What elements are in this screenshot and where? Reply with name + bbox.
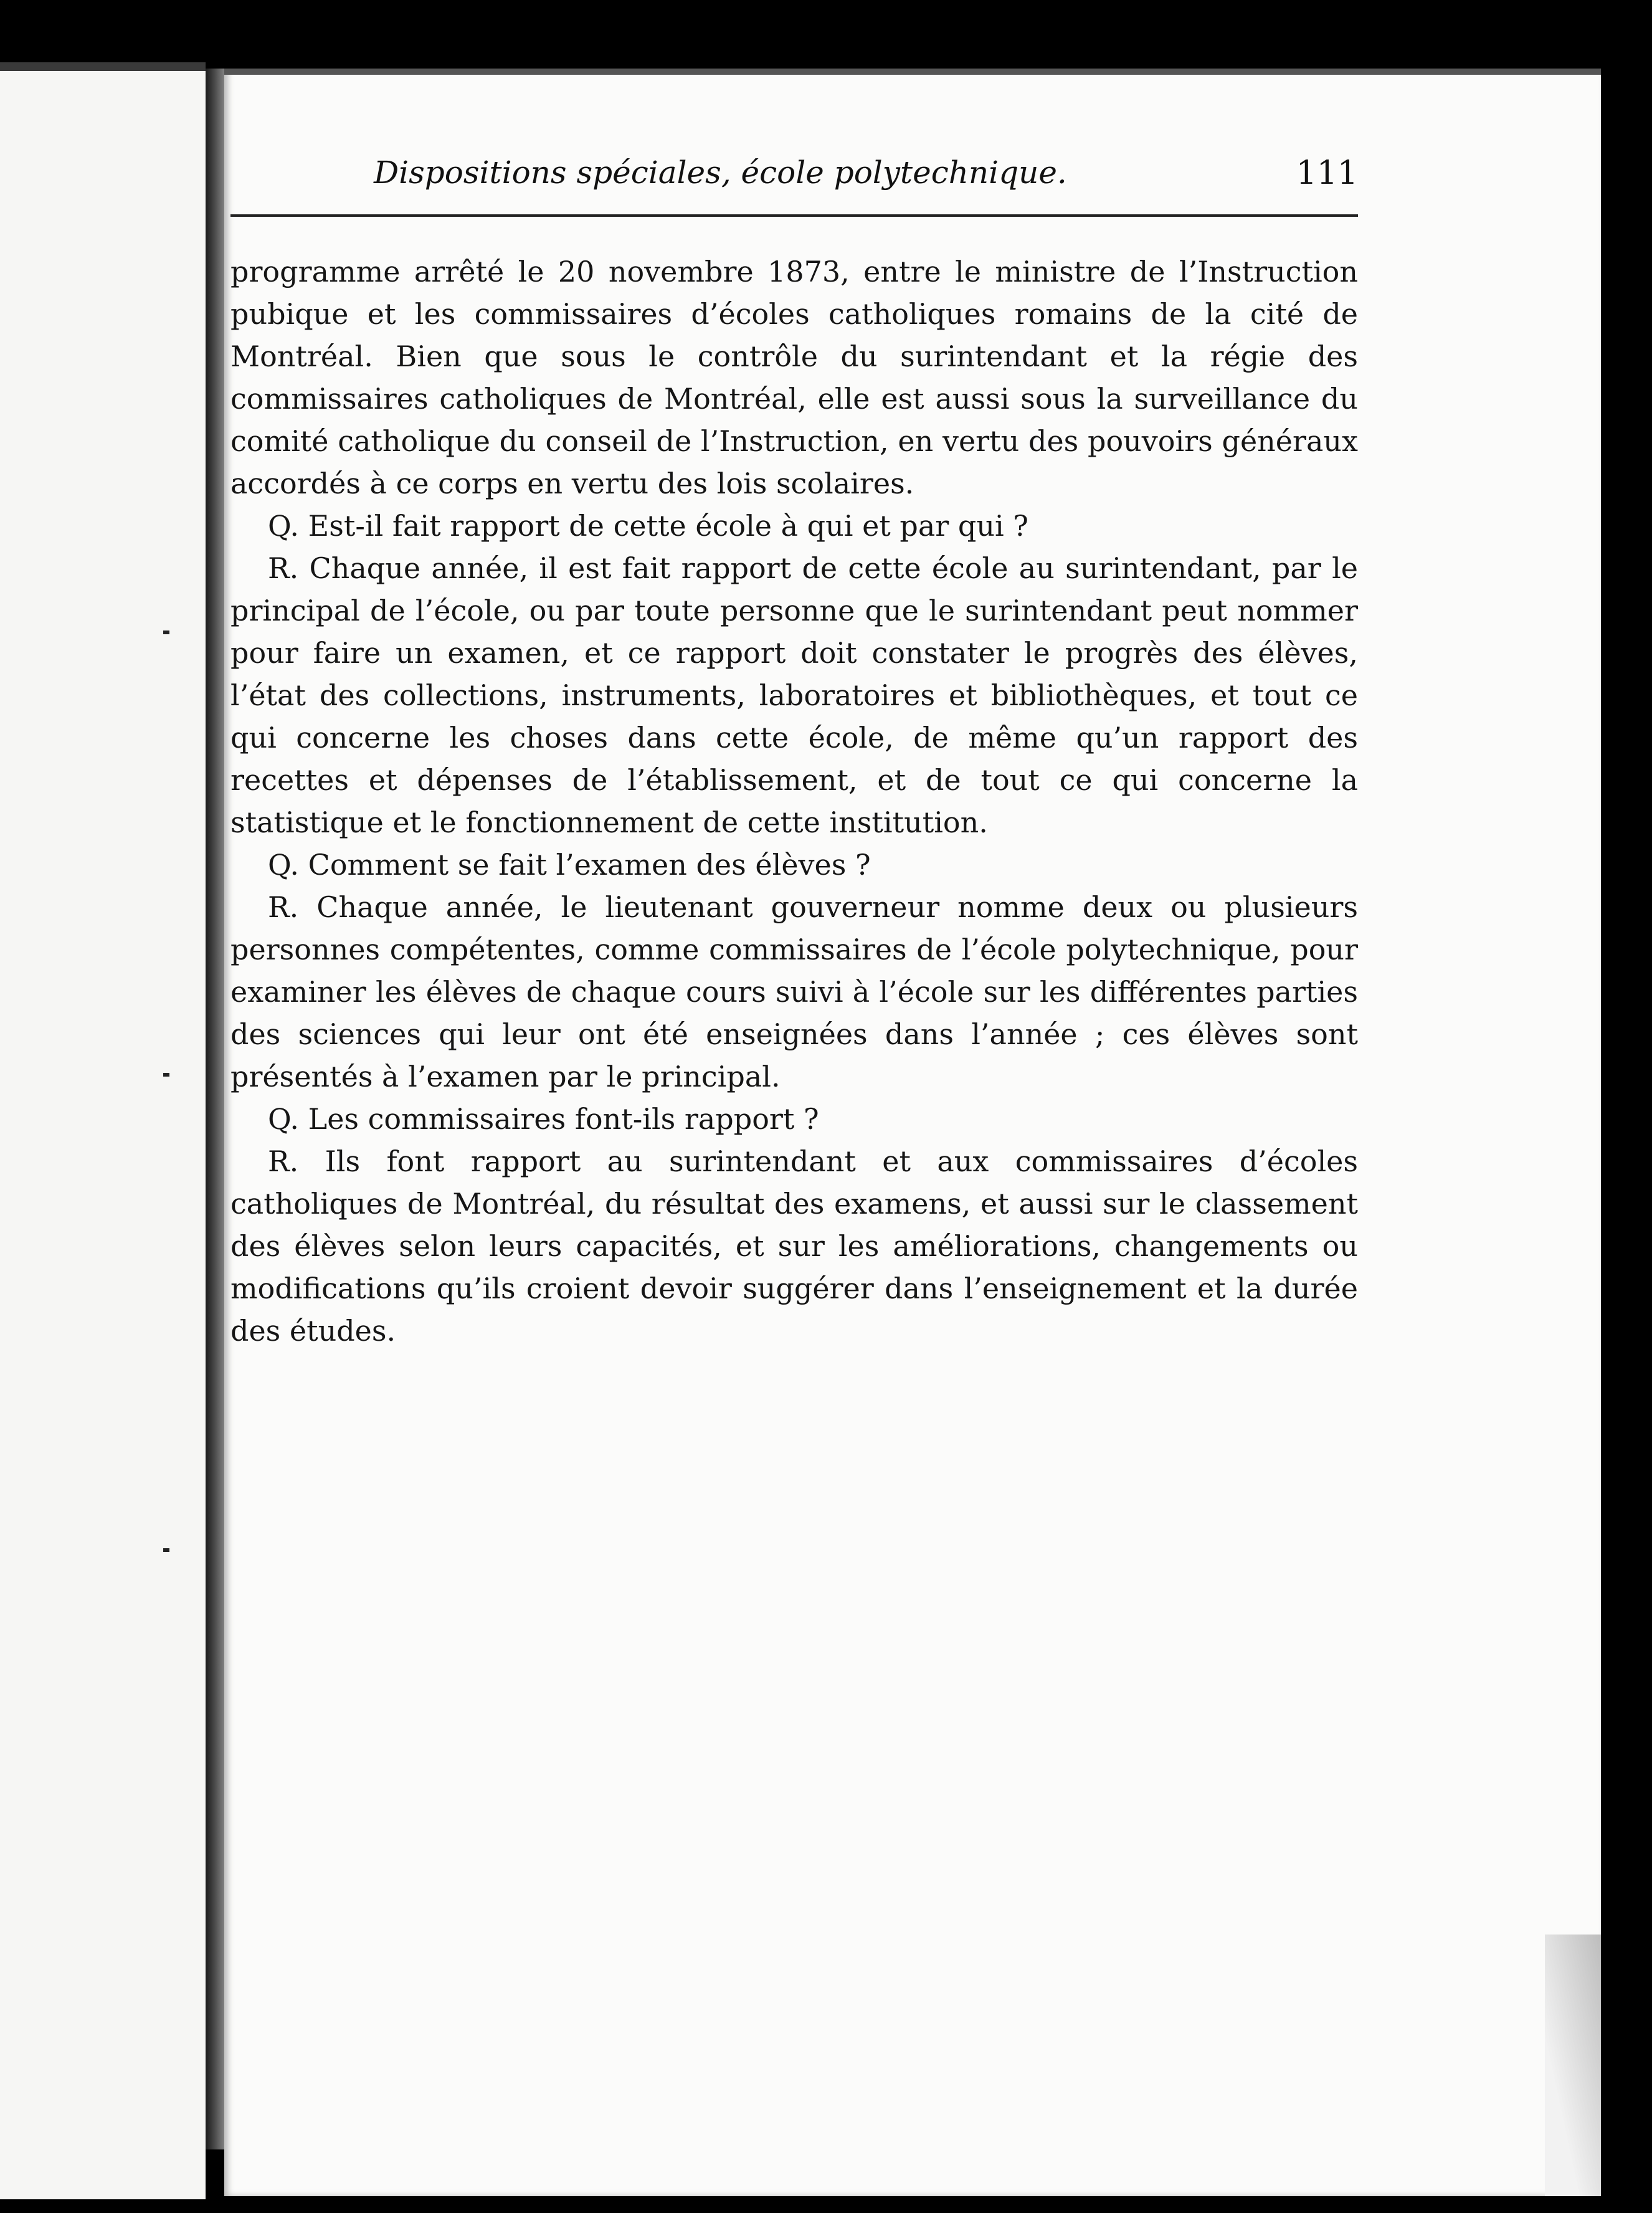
page-top-edge: [224, 69, 1601, 75]
book-binding: [206, 69, 225, 2149]
running-title: Dispositions spéciales, école polytechnique.: [374, 155, 1067, 191]
body-text: [230, 250, 1358, 1352]
page-number: 111: [1296, 155, 1358, 192]
answer-1: R. Chaque année, il est fait rapport de cette école au surintendant, par le principal de l’école, ou par toute personne que le surintendant peut nommer pour faire un examen, et ce rapport doit constater le progrès des élèves, l’état des collections, instruments, laboratoires et bibliothèques, et tout ce qui concerne les choses dans cette école, de même qu’un rapport des recettes et dépenses de l’établissement, et de tout ce qui concerne la statistique et le fonctionnement de cette institution.: [230, 551, 1358, 839]
answer-2: R. Chaque année, le lieutenant gouverneur nomme deux ou plusieurs personnes compétentes, comme commissaires de l’école polytechnique, pour examiner les élèves de chaque cours suivi à l’école sur les différentes parties des sciences qui leur ont été enseignées dans l’année ; ces élèves sont présentés à l’examen par le principal.: [230, 890, 1358, 1093]
question-3: Q. Les commissaires font-ils rapport ?: [268, 1102, 819, 1136]
scan-speck: [163, 1073, 169, 1077]
running-head: [230, 155, 1358, 223]
header-rule: [230, 214, 1358, 217]
left-page-fragment: [0, 62, 206, 2199]
page-corner-curl: [1545, 1935, 1601, 2196]
left-page-edge: [0, 62, 206, 71]
scan-speck: [163, 631, 169, 634]
answer-3: R. Ils font rapport au surintendant et aux commissaires d’écoles catholiques de Montréal, du résultat des examens, et aussi sur le classement des élèves selon leurs capacités, et sur les améliorations, changements ou modifications qu’ils croient devoir suggérer dans l’enseignement et la durée des études.: [230, 1145, 1358, 1348]
scan-speck: [163, 1548, 169, 1552]
question-2: Q. Comment se fait l’examen des élèves ?: [268, 848, 871, 882]
question-1: Q. Est-il fait rapport de cette école à qui et par qui ?: [268, 509, 1028, 543]
paragraph-continued: programme arrêté le 20 novembre 1873, entre le ministre de l’Instruction pubique et les commissaires d’écoles catholiques romains de la cité de Montréal. Bien que sous le contrôle du surintendant et la régie des commissaires catholiques de Montréal, elle est aussi sous la surveillance du comité catholique du conseil de l’Instruction, en vertu des pouvoirs généraux accordés à ce corps en vertu des lois scolaires.: [230, 255, 1358, 500]
